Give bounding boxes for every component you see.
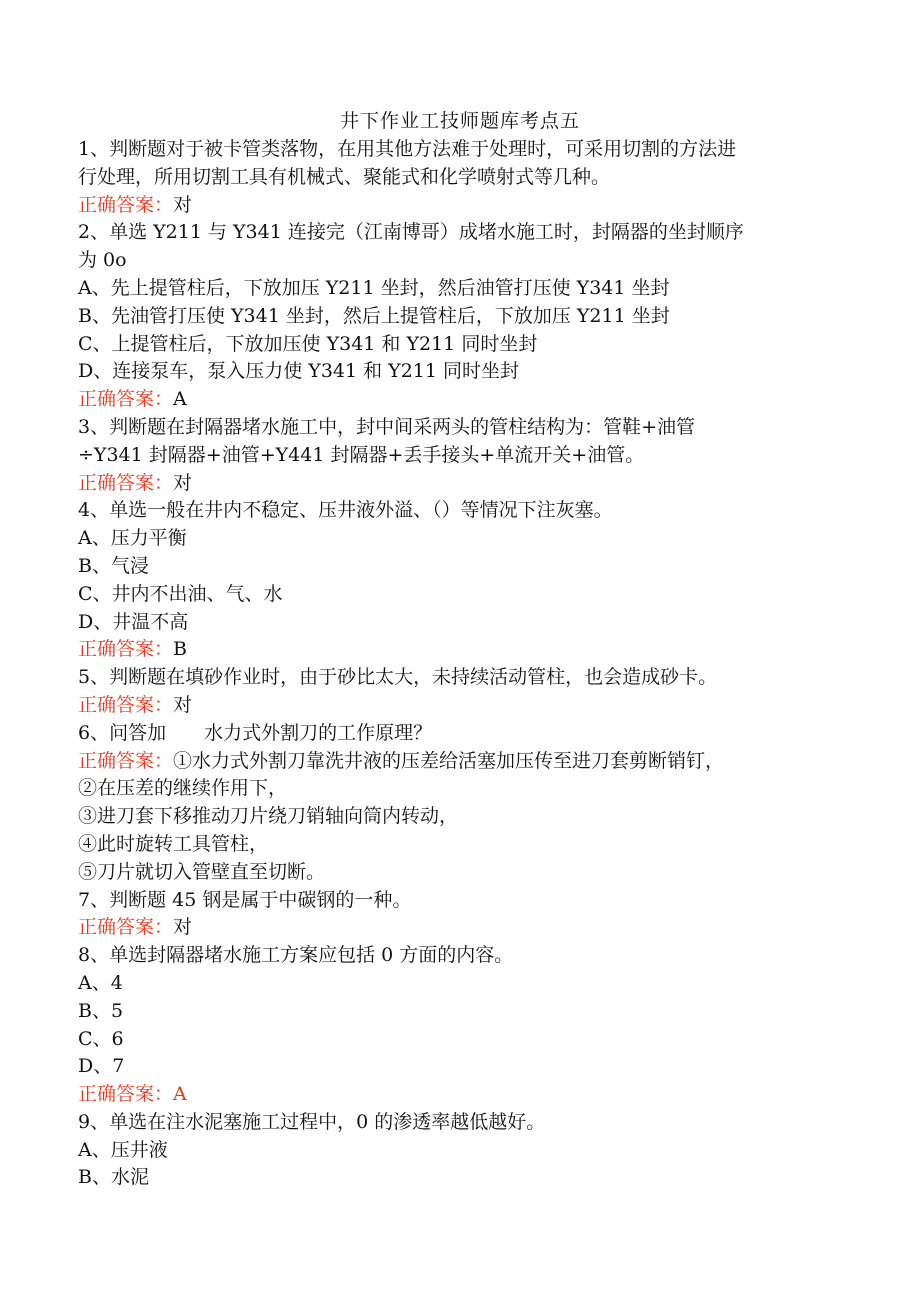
answer-value: A <box>173 388 187 411</box>
answer-line <box>78 470 838 498</box>
answer-value: A <box>173 1083 187 1106</box>
page-title: 井下作业工技师题库考点五 <box>339 110 580 132</box>
text-line: ②在压差的继续作用下， <box>78 777 288 800</box>
text-line: 5、判断题在填砂作业时，由于砂比太大，未持续活动管柱，也会造成砂卡。 <box>78 666 718 689</box>
answer-line <box>78 914 838 942</box>
text-line: 3、判断题在封隔器堵水施工中，封中间采两头的管柱结构为：管鞋+油管 <box>78 415 696 438</box>
answer-line <box>78 1081 838 1109</box>
text-line: 6、问答加 水力式外割刀的工作原理？ <box>78 721 433 744</box>
answer-value: 对 <box>173 916 193 939</box>
answer-line <box>78 192 838 220</box>
text-line: C、6 <box>78 1027 124 1050</box>
text-line: 行处理，所用切割工具有机械式、聚能式和化学喷射式等几种。 <box>78 165 611 188</box>
text-line: A、先上提管柱后，下放加压 Y211 坐封，然后油管打压使 Y341 坐封 <box>78 276 670 299</box>
text-line: B、5 <box>78 999 124 1022</box>
answer-label: 正确答案： <box>78 693 174 716</box>
answer-value: 对 <box>173 471 193 494</box>
text-line: 9、单选在注水泥塞施工过程中，0 的渗透率越低越好。 <box>78 1110 546 1133</box>
text-line: A、4 <box>78 971 123 994</box>
text-line: A、压力平衡 <box>78 527 187 550</box>
answer-value: 对 <box>173 193 193 216</box>
text-line: ③进刀套下移推动刀片绕刀销轴向筒内转动， <box>78 805 459 828</box>
answer-label: 正确答案： <box>78 471 174 494</box>
text-line: D、井温不高 <box>78 610 189 633</box>
answer-line <box>78 386 838 414</box>
answer-line <box>78 636 838 664</box>
text-line: ⑤刀片就切入管壁直至切断。 <box>78 860 326 883</box>
text-line: A、压井液 <box>78 1138 168 1161</box>
text-line: C、井内不出油、气、水 <box>78 582 283 605</box>
text-line: D、7 <box>78 1055 125 1078</box>
answer-value: ①水力式外割刀靠洗井液的压差给活塞加压传至进刀套剪断销钉， <box>173 749 725 772</box>
text-line: B、先油管打压使 Y341 坐封，然后上提管柱后，下放加压 Y211 坐封 <box>78 304 670 327</box>
answer-label: 正确答案： <box>78 193 174 216</box>
text-line: ④此时旋转工具管柱， <box>78 832 269 855</box>
text-line: C、上提管柱后，下放加压使 Y341 和 Y211 同时坐封 <box>78 332 538 355</box>
text-line: 为 0o <box>78 249 127 272</box>
text-line: 1、判断题对于被卡管类落物，在用其他方法难于处理时，可采用切割的方法进 <box>78 138 737 160</box>
answer-line <box>78 748 838 776</box>
text-line: D、连接泵车，泵入压力使 Y341 和 Y211 同时坐封 <box>78 360 520 383</box>
question-list <box>78 136 838 1192</box>
answer-value: B <box>173 638 187 661</box>
answer-label: 正确答案： <box>78 638 174 661</box>
answer-value: 对 <box>173 693 193 716</box>
answer-label: 正确答案： <box>78 388 174 411</box>
text-line: B、气浸 <box>78 554 149 577</box>
text-line: 4、单选一般在井内不稳定、压井液外溢、（）等情况下注灰塞。 <box>78 499 613 522</box>
text-line: 7、判断题 45 钢是属于中碳钢的一种。 <box>78 888 412 911</box>
answer-label: 正确答案： <box>78 916 174 939</box>
text-line: 2、单选 Y211 与 Y341 连接完（江南博哥）成堵水施工时，封隔器的坐封顺序 <box>78 221 744 244</box>
text-line: B、水泥 <box>78 1166 149 1189</box>
answer-line <box>78 692 838 720</box>
answer-label: 正确答案： <box>78 749 174 772</box>
text-line: ÷Y341 封隔器+油管+Y441 封隔器+丢手接头+单流开关+油管。 <box>78 443 645 466</box>
text-line: 8、单选封隔器堵水施工方案应包括 0 方面的内容。 <box>78 944 514 967</box>
answer-label: 正确答案： <box>78 1083 174 1106</box>
